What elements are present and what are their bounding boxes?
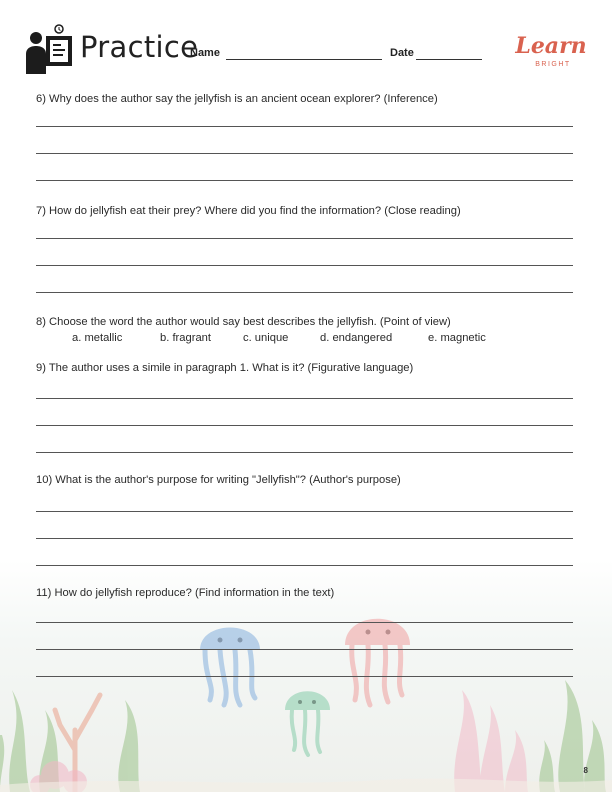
- answer-line-7-1[interactable]: [36, 238, 573, 239]
- logo-subword: BRIGHT: [535, 61, 571, 68]
- choice-b[interactable]: b. fragrant: [160, 332, 211, 344]
- answer-line-7-2[interactable]: [36, 265, 573, 266]
- answer-line-11-2[interactable]: [36, 649, 573, 650]
- answer-line-10-1[interactable]: [36, 511, 573, 512]
- name-label: Name: [190, 47, 220, 59]
- answer-line-9-3[interactable]: [36, 452, 573, 453]
- answer-line-10-2[interactable]: [36, 538, 573, 539]
- page-title: Practice: [80, 30, 199, 64]
- question-8: 8) Choose the word the author would say best describes the jellyfish. (Point of view): [36, 316, 451, 328]
- answer-line-6-1[interactable]: [36, 126, 573, 127]
- date-label: Date: [390, 47, 414, 59]
- answer-line-11-1[interactable]: [36, 622, 573, 623]
- teacher-at-board-icon: [24, 24, 76, 74]
- answer-line-11-3[interactable]: [36, 676, 573, 677]
- choice-c[interactable]: c. unique: [243, 332, 289, 344]
- question-6: 6) Why does the author say the jellyfish is an ancient ocean explorer? (Inference): [36, 93, 438, 105]
- name-field[interactable]: [226, 59, 382, 60]
- answer-line-6-2[interactable]: [36, 153, 573, 154]
- question-11: 11) How do jellyfish reproduce? (Find information in the text): [36, 587, 335, 599]
- choice-d[interactable]: d. endangered: [320, 332, 393, 344]
- choice-e[interactable]: e. magnetic: [428, 332, 486, 344]
- question-10: 10) What is the author's purpose for writing "Jellyfish"? (Author's purpose): [36, 474, 401, 486]
- answer-line-10-3[interactable]: [36, 565, 573, 566]
- answer-line-6-3[interactable]: [36, 180, 573, 181]
- learn-bright-logo: [515, 30, 587, 72]
- date-field[interactable]: [416, 59, 482, 60]
- question-9: 9) The author uses a simile in paragraph 1. What is it? (Figurative language): [36, 362, 414, 374]
- question-7: 7) How do jellyfish eat their prey? Where did you find the information? (Close reading): [36, 205, 461, 217]
- answer-line-9-1[interactable]: [36, 398, 573, 399]
- page-number: 8: [583, 766, 588, 775]
- choice-a[interactable]: a. metallic: [72, 332, 123, 344]
- logo-word: Learn: [515, 33, 587, 59]
- answer-line-9-2[interactable]: [36, 425, 573, 426]
- answer-line-7-3[interactable]: [36, 292, 573, 293]
